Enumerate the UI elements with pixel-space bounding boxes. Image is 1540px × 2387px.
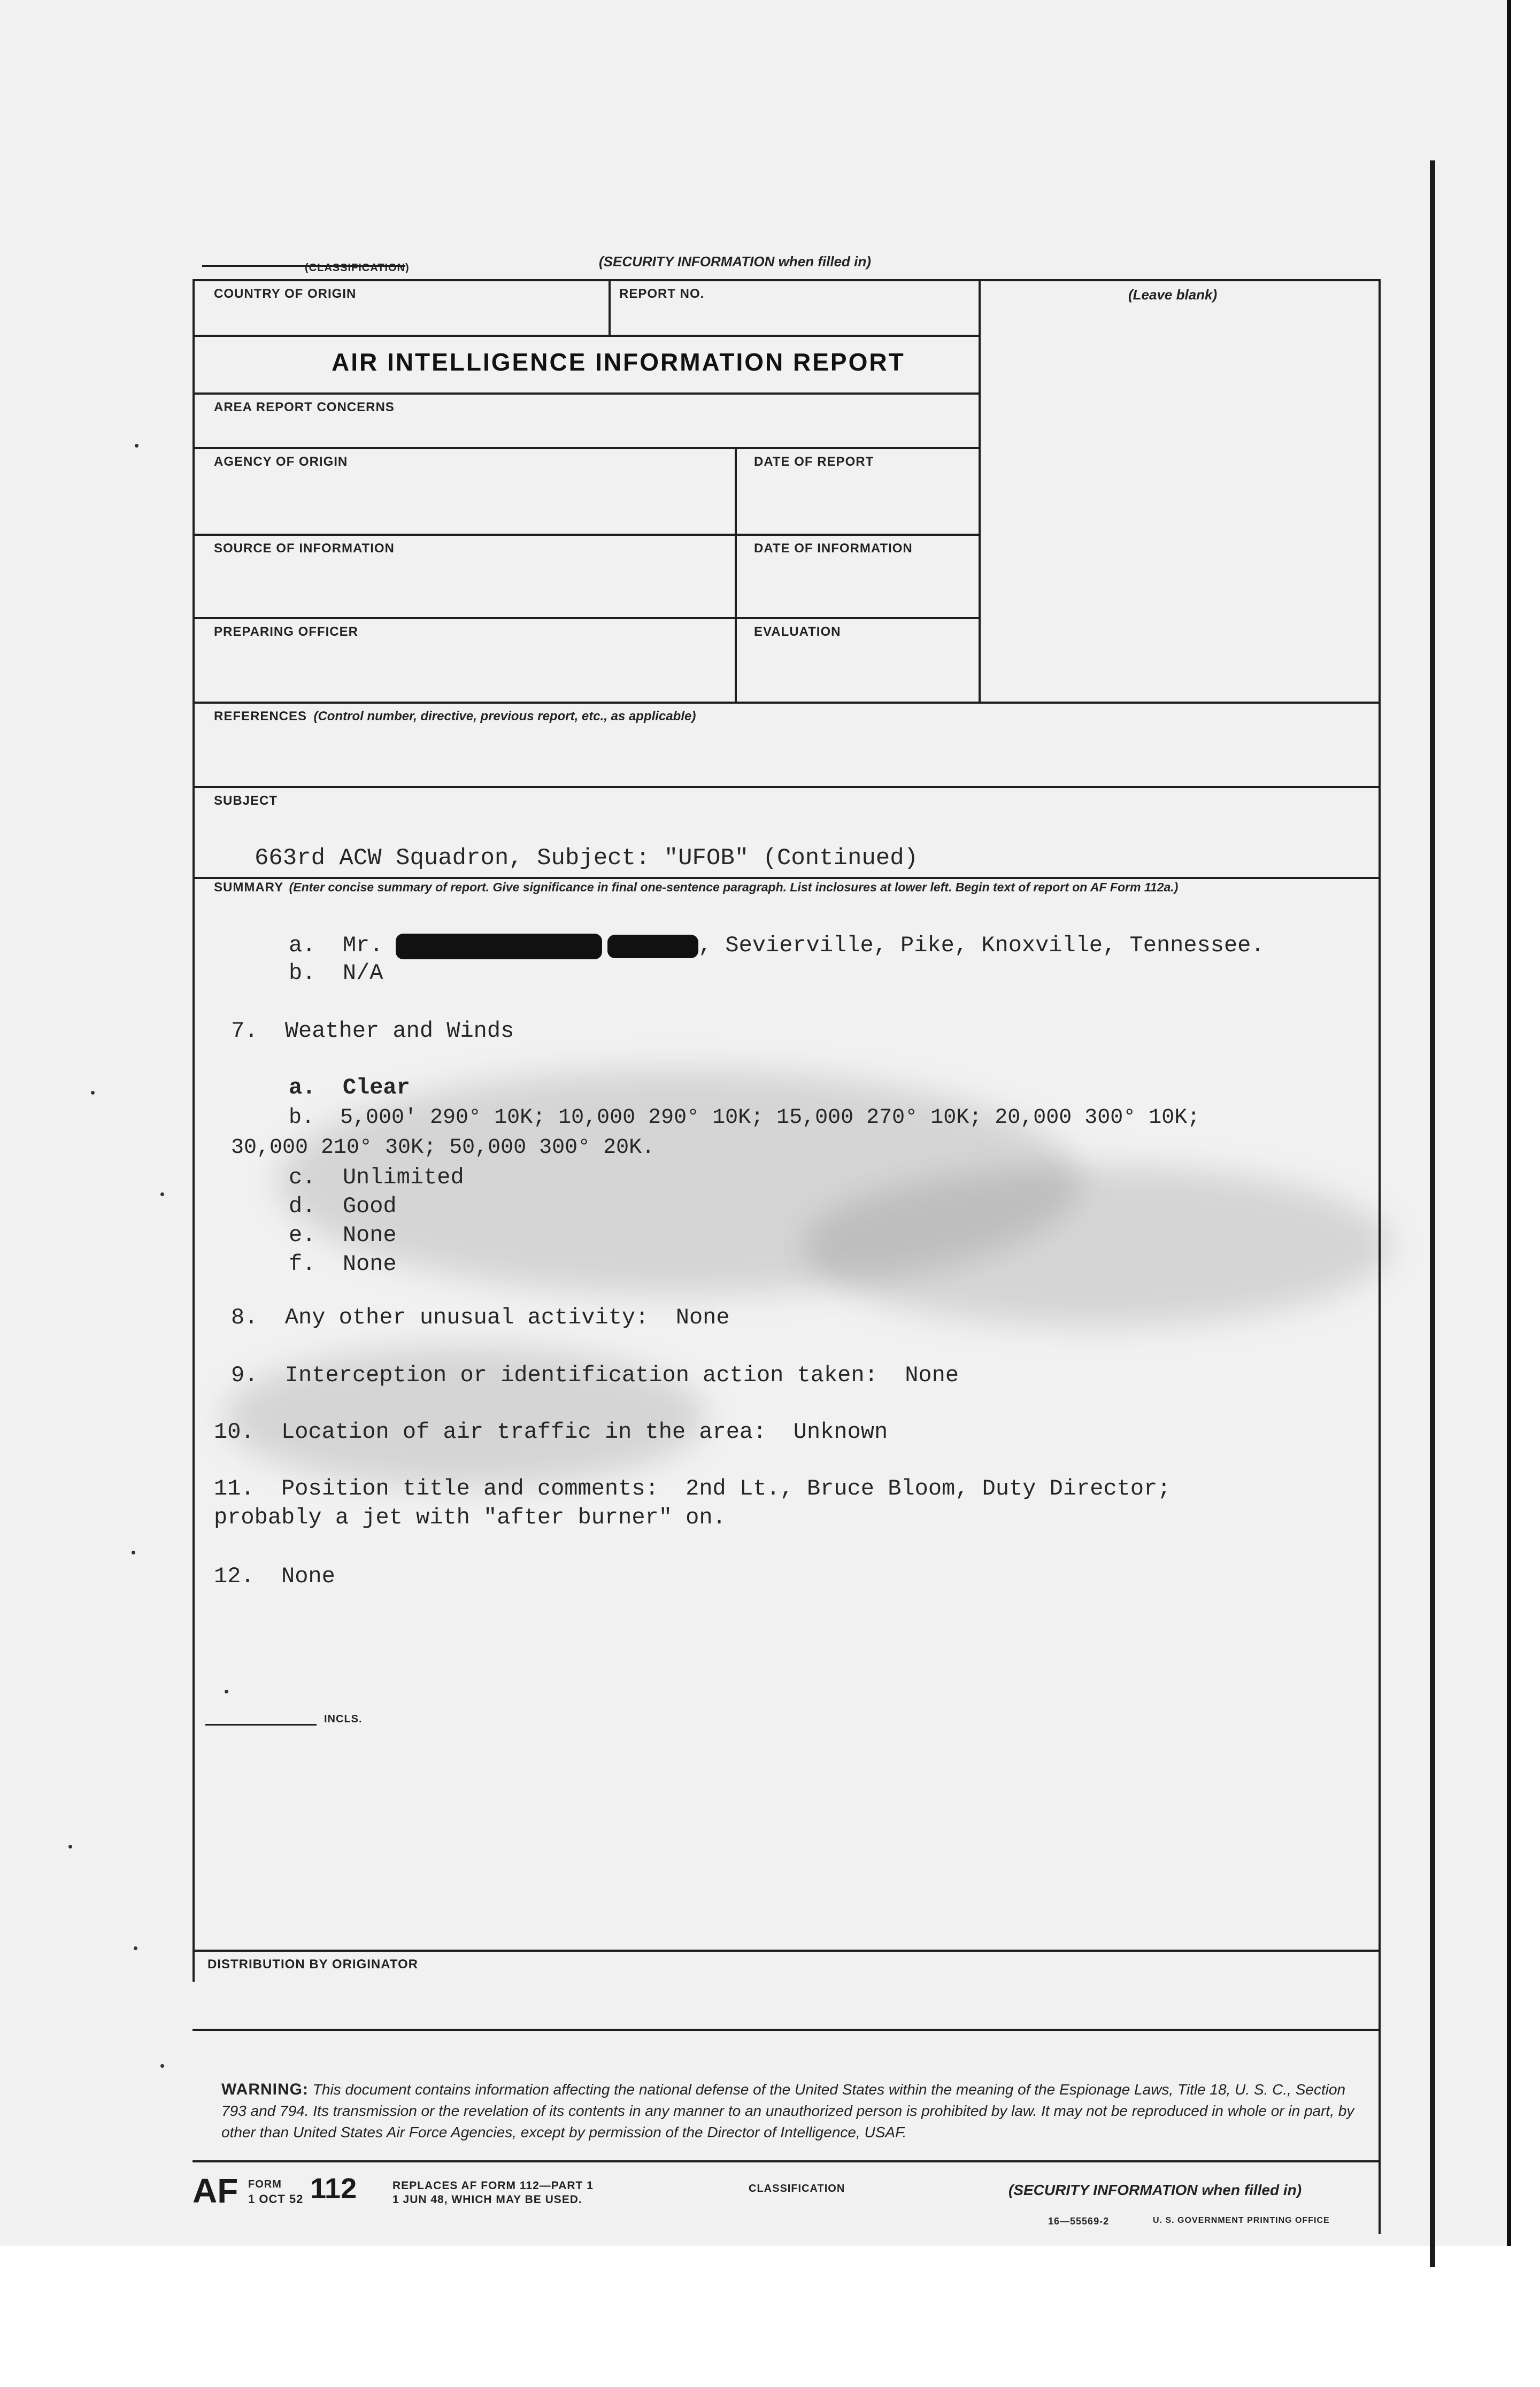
item-12: 12. None <box>214 1564 335 1589</box>
scan-speck <box>132 1551 135 1554</box>
form-border <box>192 279 1381 281</box>
line-b: b. N/A <box>289 960 383 986</box>
scan-speck <box>160 1192 164 1196</box>
line-a-name: a. Mr. <box>289 933 383 958</box>
form-divider <box>192 447 981 449</box>
weather-c: c. Unlimited <box>289 1165 464 1190</box>
warning-block <box>221 2079 1360 2143</box>
form-divider <box>192 877 1381 879</box>
scan-speck <box>135 444 138 448</box>
form-divider <box>192 617 981 619</box>
report-no-label: REPORT NO. <box>619 287 705 301</box>
references-label: REFERENCES <box>214 709 307 723</box>
form-label: FORM <box>248 2178 282 2190</box>
warning-label: WARNING: <box>221 2081 309 2098</box>
form-number: 112 <box>310 2173 357 2205</box>
scan-speck <box>91 1091 95 1095</box>
item-8: 8. Any other unusual activity: None <box>231 1305 730 1330</box>
incls-label: INCLS. <box>324 1713 363 1725</box>
scan-speck <box>225 1690 228 1693</box>
security-info-footer: (SECURITY INFORMATION when filled in) <box>1008 2182 1302 2198</box>
page-edge-shadow <box>1430 160 1435 2267</box>
form-divider <box>192 392 981 395</box>
scan-speck <box>68 1845 72 1849</box>
leave-blank-label: (Leave blank) <box>1128 287 1218 303</box>
scan-smudge <box>802 1166 1390 1326</box>
weather-f: f. None <box>289 1251 397 1277</box>
scan-speck <box>134 1946 137 1950</box>
item-11-cont: probably a jet with "after burner" on. <box>214 1505 726 1530</box>
subject-text: 663rd ACW Squadron, Subject: "UFOB" (Continued) <box>255 845 919 872</box>
weather-e: e. None <box>289 1222 397 1248</box>
source-of-information-label: SOURCE OF INFORMATION <box>214 541 395 556</box>
form-divider <box>192 534 981 536</box>
af-label: AF <box>192 2172 238 2210</box>
printing-office: U. S. GOVERNMENT PRINTING OFFICE <box>1153 2216 1330 2225</box>
form-divider <box>609 279 611 336</box>
form-border <box>192 2160 1381 2162</box>
weather-a: a. Clear <box>289 1075 410 1100</box>
scan-speck <box>160 2064 164 2068</box>
security-info-header: (SECURITY INFORMATION when filled in) <box>599 253 871 270</box>
warning-text: This document contains information affecting the national defense of the United States within the meaning of the Espionage Laws, Title 18, U. S. C., Section 793 and 794. Its transmission or the revelation of its contents in any manner to an unauthorized person is prohibited by law. It may not be reproduced in whole or in part, by other than United States Air Force Agencies, except by permission of the Director of Intelligence, USAF. <box>221 2081 1354 2140</box>
weather-b-cont: 30,000 210° 30K; 50,000 300° 20K. <box>231 1136 655 1160</box>
distribution-label: DISTRIBUTION BY ORIGINATOR <box>207 1957 419 1972</box>
item-10: 10. Location of air traffic in the area: Unknown <box>214 1419 888 1445</box>
redaction-bar <box>607 935 698 958</box>
form-divider <box>192 786 1381 788</box>
incls-line <box>205 1724 317 1726</box>
date-of-report-label: DATE OF REPORT <box>754 455 874 469</box>
weather-b: b. 5,000' 290° 10K; 10,000 290° 10K; 15,000 270° 10K; 20,000 300° 10K; <box>289 1106 1200 1130</box>
form-divider <box>735 447 737 704</box>
form-divider <box>979 279 981 704</box>
form-divider <box>192 1950 1381 1952</box>
item-9: 9. Interception or identification action taken: None <box>231 1362 959 1388</box>
classification-bottom: CLASSIFICATION <box>749 2183 845 2194</box>
country-of-origin-label: COUNTRY OF ORIGIN <box>214 287 357 301</box>
line-a-location: , Sevierville, Pike, Knoxville, Tennessee. <box>698 933 1265 958</box>
item-7: 7. Weather and Winds <box>231 1018 514 1044</box>
classification-label: (CLASSIFICATION) <box>305 262 410 274</box>
preparing-officer-label: PREPARING OFFICER <box>214 625 358 639</box>
form-date: 1 OCT 52 <box>248 2192 304 2206</box>
area-report-concerns-label: AREA REPORT CONCERNS <box>214 400 395 414</box>
evaluation-label: EVALUATION <box>754 625 841 639</box>
replaces-note-cont: 1 JUN 48, WHICH MAY BE USED. <box>392 2193 582 2206</box>
form-divider <box>192 2029 1381 2031</box>
weather-d: d. Good <box>289 1194 397 1219</box>
summary-row <box>214 880 1178 895</box>
redaction-bar <box>396 934 602 959</box>
summary-note: (Enter concise summary of report. Give significance in final one-sentence paragraph. List inclosures at lower left. Begin text of report on AF Form 112a.) <box>289 880 1179 894</box>
date-of-information-label: DATE OF INFORMATION <box>754 541 913 556</box>
printing-code: 16—55569-2 <box>1048 2216 1110 2227</box>
form-border <box>1379 279 1381 2234</box>
summary-label: SUMMARY <box>214 880 284 895</box>
form-divider <box>192 702 1381 704</box>
form-divider <box>192 335 981 337</box>
references-row <box>214 709 696 724</box>
form-title: AIR INTELLIGENCE INFORMATION REPORT <box>332 348 905 376</box>
agency-of-origin-label: AGENCY OF ORIGIN <box>214 455 348 469</box>
references-note: (Control number, directive, previous report, etc., as applicable) <box>313 709 696 723</box>
subject-label: SUBJECT <box>214 794 278 808</box>
replaces-note: REPLACES AF FORM 112—PART 1 <box>392 2180 594 2192</box>
item-11: 11. Position title and comments: 2nd Lt., Bruce Bloom, Duty Director; <box>214 1476 1171 1502</box>
